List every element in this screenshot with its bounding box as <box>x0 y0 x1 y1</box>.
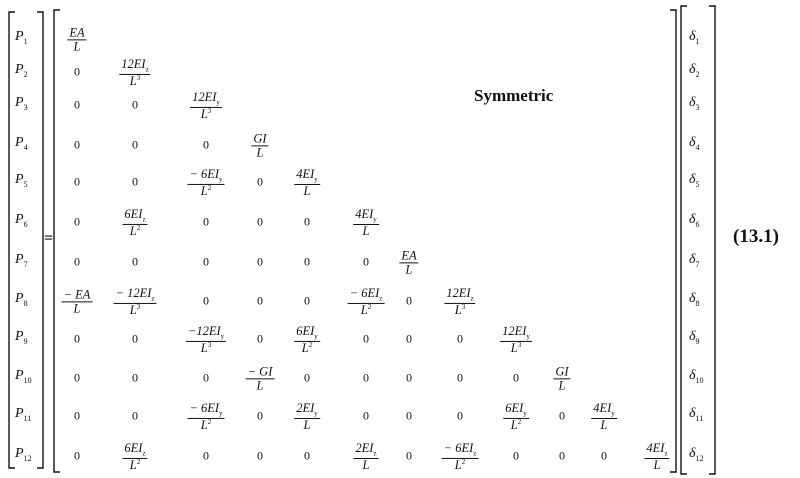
matrix-zero-entry: 0 <box>363 370 369 385</box>
matrix-zero-entry: 0 <box>132 137 138 152</box>
matrix-fraction-entry: $\frac{EA}{L}$ <box>401 248 417 277</box>
matrix-fraction-entry: $\frac{GI}{L}$ <box>555 364 569 393</box>
matrix-zero-entry: 0 <box>74 408 80 423</box>
displacement-component-6: $\delta_6$ <box>689 212 700 229</box>
matrix-zero-entry: 0 <box>257 254 263 269</box>
matrix-zero-entry: 0 <box>559 408 565 423</box>
matrix-zero-entry: 0 <box>513 448 519 463</box>
matrix-zero-entry: 0 <box>257 448 263 463</box>
matrix-zero-entry: 0 <box>132 370 138 385</box>
matrix-zero-entry: 0 <box>406 408 412 423</box>
matrix-fraction-entry: $\frac{6EI_y}{L^2}$ <box>296 323 318 355</box>
matrix-zero-entry: 0 <box>74 97 80 112</box>
force-component-3: $P_3$ <box>15 95 28 112</box>
matrix-zero-entry: 0 <box>406 448 412 463</box>
matrix-zero-entry: 0 <box>74 331 80 346</box>
matrix-zero-entry: 0 <box>513 370 519 385</box>
matrix-fraction-entry: $\frac{4EI_z}{L}$ <box>646 441 668 472</box>
matrix-fraction-entry: $\frac{12EI_z}{L^3}$ <box>121 56 149 88</box>
left-vector-close-bracket <box>37 12 43 468</box>
matrix-zero-entry: 0 <box>74 370 80 385</box>
matrix-fraction-entry: $\frac{- 6EI_z}{L^2}$ <box>349 285 383 317</box>
force-component-4: $P_4$ <box>15 135 28 152</box>
matrix-fraction-entry: $\frac{12EI_y}{L^3}$ <box>192 89 220 121</box>
matrix-zero-entry: 0 <box>74 137 80 152</box>
matrix-zero-entry: 0 <box>304 448 310 463</box>
displacement-component-4: $\delta_4$ <box>689 135 700 152</box>
matrix-fraction-entry: $\frac{6EI_z}{L^2}$ <box>124 206 146 238</box>
matrix-zero-entry: 0 <box>132 174 138 189</box>
displacement-component-7: $\delta_7$ <box>689 252 700 269</box>
matrix-zero-entry: 0 <box>132 331 138 346</box>
matrix-fraction-entry: $\frac{6EI_y}{L^2}$ <box>505 400 527 432</box>
matrix-fraction-entry: $\frac{-12EI_y}{L^3}$ <box>187 323 225 355</box>
matrix-zero-entry: 0 <box>406 293 412 308</box>
displacement-component-8: $\delta_8$ <box>689 291 700 308</box>
force-component-2: $P_2$ <box>15 62 28 79</box>
matrix-fraction-entry: $\frac{4EI_y}{L}$ <box>593 401 615 432</box>
force-component-12: $P_{12}$ <box>15 446 32 463</box>
matrix-fraction-entry: $\frac{4EI_y}{L}$ <box>296 167 318 198</box>
displacement-component-3: $\delta_3$ <box>689 95 700 112</box>
matrix-zero-entry: 0 <box>203 448 209 463</box>
matrix-fraction-entry: $\frac{GI}{L}$ <box>253 131 267 160</box>
force-component-10: $P_{10}$ <box>15 368 32 385</box>
matrix-zero-entry: 0 <box>363 331 369 346</box>
matrix-fraction-entry: $\frac{- 12EI_z}{L^3}$ <box>115 285 155 317</box>
force-component-7: $P_7$ <box>15 252 28 269</box>
matrix-zero-entry: 0 <box>304 370 310 385</box>
left-vector-open-bracket <box>9 12 15 468</box>
force-component-9: $P_9$ <box>15 329 28 346</box>
matrix-zero-entry: 0 <box>203 137 209 152</box>
force-component-5: $P_5$ <box>15 172 28 189</box>
matrix-zero-entry: 0 <box>363 408 369 423</box>
matrix-zero-entry: 0 <box>203 254 209 269</box>
displacement-component-10: $\delta_{10}$ <box>689 368 704 385</box>
force-component-8: $P_8$ <box>15 291 28 308</box>
displacement-component-12: $\delta_{12}$ <box>689 446 704 463</box>
matrix-fraction-entry: $\frac{EA}{L}$ <box>69 25 85 54</box>
equals-sign: = <box>44 230 54 247</box>
matrix-zero-entry: 0 <box>74 214 80 229</box>
matrix-zero-entry: 0 <box>74 448 80 463</box>
matrix-zero-entry: 0 <box>304 293 310 308</box>
matrix-zero-entry: 0 <box>406 331 412 346</box>
matrix-fraction-entry: $\frac{12EI_z}{L^3}$ <box>446 285 474 317</box>
matrix-fraction-entry: $\frac{- 6EI_y}{L^2}$ <box>189 400 223 432</box>
equation-number: (13.1) <box>733 226 779 247</box>
matrix-zero-entry: 0 <box>304 214 310 229</box>
matrix-zero-entry: 0 <box>257 408 263 423</box>
matrix-zero-entry: 0 <box>203 370 209 385</box>
matrix-zero-entry: 0 <box>457 370 463 385</box>
matrix-zero-entry: 0 <box>601 448 607 463</box>
matrix-zero-entry: 0 <box>257 174 263 189</box>
matrix-fraction-entry: $\frac{- 6EI_z}{L^2}$ <box>443 440 477 472</box>
matrix-zero-entry: 0 <box>257 214 263 229</box>
displacement-component-5: $\delta_5$ <box>689 172 700 189</box>
matrix-zero-entry: 0 <box>257 331 263 346</box>
matrix-close-bracket <box>670 10 676 472</box>
displacement-component-2: $\delta_2$ <box>689 62 700 79</box>
matrix-zero-entry: 0 <box>203 214 209 229</box>
matrix-zero-entry: 0 <box>457 331 463 346</box>
matrix-zero-entry: 0 <box>74 254 80 269</box>
matrix-zero-entry: 0 <box>559 448 565 463</box>
displacement-component-9: $\delta_9$ <box>689 329 700 346</box>
matrix-zero-entry: 0 <box>457 408 463 423</box>
matrix-fraction-entry: $\frac{- EA}{L}$ <box>63 287 91 316</box>
right-vector-close-bracket <box>709 6 715 474</box>
matrix-fraction-entry: $\frac{12EI_y}{L^3}$ <box>502 323 530 355</box>
force-component-6: $P_6$ <box>15 212 28 229</box>
matrix-fraction-entry: $\frac{2EI_y}{L}$ <box>296 401 318 432</box>
matrix-zero-entry: 0 <box>132 97 138 112</box>
matrix-fraction-entry: $\frac{4EI_y}{L}$ <box>355 207 377 238</box>
displacement-component-11: $\delta_{11}$ <box>689 406 704 423</box>
matrix-zero-entry: 0 <box>304 254 310 269</box>
matrix-fraction-entry: $\frac{2EI_z}{L}$ <box>355 441 377 472</box>
force-component-1: $P_1$ <box>15 29 28 46</box>
matrix-fraction-entry: $\frac{- GI}{L}$ <box>247 364 273 393</box>
matrix-zero-entry: 0 <box>74 174 80 189</box>
matrix-zero-entry: 0 <box>203 293 209 308</box>
force-component-11: $P_{11}$ <box>15 406 32 423</box>
matrix-zero-entry: 0 <box>132 254 138 269</box>
matrix-fraction-entry: $\frac{- 6EI_y}{L^2}$ <box>189 166 223 198</box>
symmetric-label: Symmetric <box>474 86 554 105</box>
matrix-zero-entry: 0 <box>406 370 412 385</box>
matrix-zero-entry: 0 <box>257 293 263 308</box>
matrix-zero-entry: 0 <box>74 64 80 79</box>
right-vector-open-bracket <box>681 6 687 474</box>
matrix-zero-entry: 0 <box>363 254 369 269</box>
displacement-component-1: $\delta_1$ <box>689 29 700 46</box>
matrix-zero-entry: 0 <box>132 408 138 423</box>
matrix-fraction-entry: $\frac{6EI_z}{L^2}$ <box>124 440 146 472</box>
matrix-open-bracket <box>54 10 60 472</box>
